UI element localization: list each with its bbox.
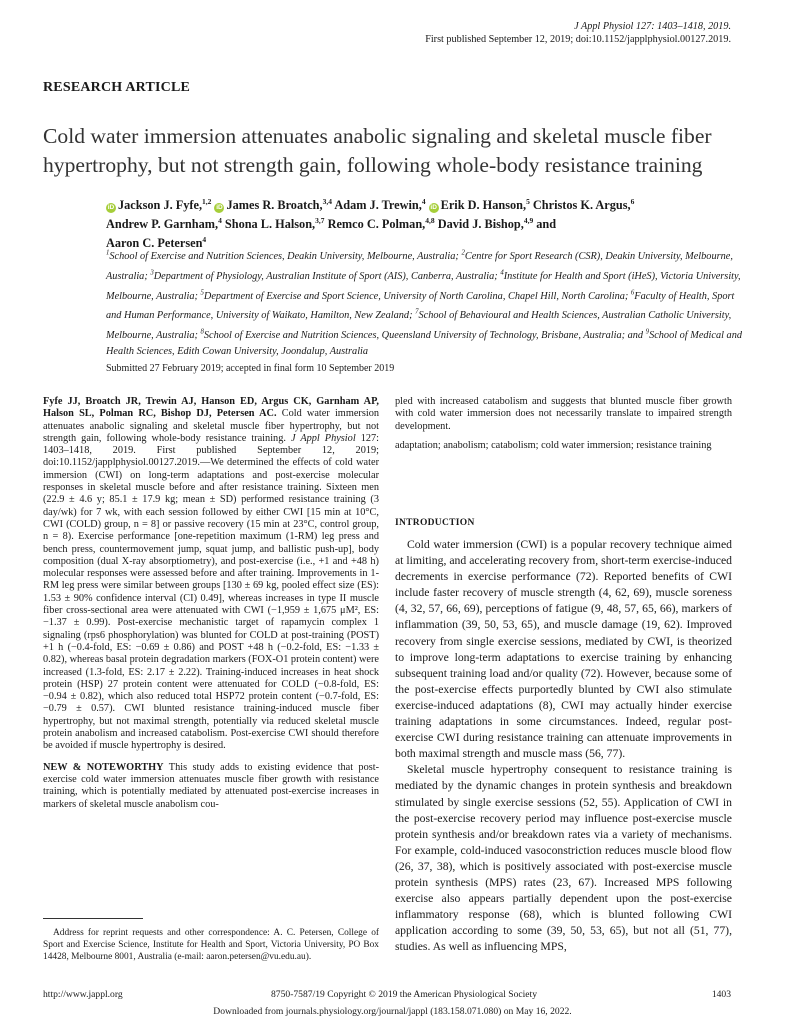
- affiliations: [106, 246, 746, 360]
- publication-line: First published September 12, 2019; doi:10.1152/japplphysiol.00127.2019.: [425, 33, 731, 45]
- affiliation-item: $^6$Faculty of Health, Sport and Human Performance, University of Waikato, Hamilton, New Zealand;: [106, 289, 735, 322]
- author-name: David J. Bishop,$^{4,9}$: [437, 216, 534, 232]
- affiliation-item: $^8$School of Exercise and Nutrition Sciences, Queensland University of Technology, Brisbane, Australia; and: [200, 328, 646, 341]
- journal-header: [425, 21, 731, 46]
- citation-authors: Fyfe JJ, Broatch JR, Trewin AJ, Hanson ED, Argus CK, Garnham AP, Halson SL, Polman RC, Bishop DJ, Petersen AC.: [43, 396, 379, 420]
- footnote-divider: [43, 918, 143, 919]
- author-name: iD James R. Broatch,$^{3,4}$: [216, 197, 332, 213]
- abstract-body: —We determined the effects of cold water immersion (CWI) on long-term adaptations and post-exercise molecular responses in skeletal muscle before and after resistance training. Sixteen men (22.9 ± 4.6 y; 85.1 ± 17.9 kg; mean ± SD) performed resistance training (3 day/wk) for 7 wk, with each session followed by either CWI [15 min at 10°C, CWI (COLD) group, n = 8] or passive recovery (15 min at 23°C, control group, n = 8). Exercise performance [one-repetition maximum (1-RM) leg press and bench press, countermovement jump, squat jump, and ballistic push-up], body composition (dual X-ray absorptiometry), and post-exercise (i.e., +1 and +48 h) molecular responses were assessed before and after training. Improvements in 1-RM leg press were similar between groups [130 ± 69 kg, pooled effect size (ES): 1.53 ± 90% confidence interval (CI) 0.49], whereas increases in type II muscle fiber cross-sectional area were attenuated with CWI (−1,959 ± 1,675 μM², ES: −1.37 ± 0.99). Post-exercise mechanistic target of rapamycin complex 1 signaling (rps6 phosphorylation) was blunted for COLD at post-training (POST) +1 h (−0.4-fold, ES: −0.69 ± 0.86) and POST +48 h (−0.2-fold, ES: −1.33 ± 0.82), whereas basal protein degradation markers (FOX-O1 protein content) were increased (1.3-fold, ES: 2.17 ± 2.22). Training-induced increases in heat shock protein (HSP) 27 protein content were attenuated for COLD (−0.8-fold, ES: −0.94 ± 0.82), which also reduced total HSP72 protein content (−0.7-fold, ES: −0.79 ± 0.57). CWI blunted resistance training-induced muscle fiber hypertrophy, but not maximal strength, potentially via reduced skeletal muscle protein anabolism and increased catabolism. Post-exercise CWI should therefore be avoided if muscle hypertrophy is desired.: [43, 457, 379, 752]
- download-notice: Downloaded from journals.physiology.org/journal/jappl (183.158.071.080) on May 16, 2022.: [213, 1006, 572, 1017]
- page-number: 1403: [711, 989, 731, 1000]
- introduction-heading: INTRODUCTION: [395, 518, 475, 528]
- citation-title: Cold water immersion attenuates anabolic signaling and skeletal muscle fiber hypertrophy, but not strength gain, following whole-body resistance training.: [43, 408, 379, 444]
- affiliation-item: $^7$School of Behavioural and Health Sciences, Australian Catholic University, Melbourne, Australia;: [106, 308, 732, 341]
- author-name: iD Jackson J. Fyfe,$^{1,2}$: [107, 197, 212, 213]
- intro-paragraph: Skeletal muscle hypertrophy consequent to resistance training is mediated by the dynamic changes in protein synthesis and breakdown stimulated by single exercise sessions (52, 55). Application of CWI in the post-exercise recovery period may influence post-exercise muscle protein synthesis and/or breakdown rates via a variety of mechanisms. For example, cold-induced vasoconstriction reduces muscle blood flow (26, 37, 38), which is positively associated with post-exercise muscle protein synthesis (MPS) rates (23, 67). Increased MPS following exercise also appears partially dependent upon the post-exercise inflammatory response (68), which is blunted following CWI application according to some (39, 50, 53, 65), but not all (51, 77), studies. As well as influencing MPS,: [395, 763, 732, 954]
- copyright-notice: 8750-7587/19 Copyright © 2019 the American Physiological Society: [271, 989, 538, 1000]
- author-name: Shona L. Halson,$^{3,7}$: [224, 216, 325, 232]
- citation-details: 127: 1403–1418, 2019. First published September 12, 2019; doi:10.1152/japplphysiol.00127.2019.: [43, 432, 380, 469]
- article-title: Cold water immersion attenuates anabolic signaling and skeletal muscle fiber hypertrophy, but not strength gain, following whole-body resistance training: [43, 124, 712, 177]
- author-name: and: [536, 217, 557, 232]
- affiliation-item: $^2$Centre for Sport Research (CSR), Deakin University, Melbourne, Australia;: [106, 250, 733, 283]
- introduction-body: [395, 537, 732, 955]
- intro-paragraph: Cold water immersion (CWI) is a popular recovery technique aimed at limiting, and accelerating recovery from, short-term exercise-induced decrements in exercise performance (72). Reported benefits of CWI include faster recovery of muscle strength (4, 62, 69), muscle soreness (4, 32, 57, 66, 69), perceptions of fatigue (9, 48, 57, 65, 66), markers of inflammation (39, 50, 53, 65), and muscle damage (19, 62). Improved recovery from single exercise sessions, mediated by CWI, is theorized to improve long-term adaptations to exercise training by enhancing subsequent training load and/or quality (72). However, because some of the post-exercise effects purportedly blunted by CWI also stimulate exercise-induced adaptations (8), CWI may actually hinder exercise training adaptations in some circumstances. Indeed, regular post-exercise CWI during resistance training can attenuate improvements in both maximal strength and muscle mass (56, 77).: [395, 538, 732, 761]
- noteworthy-label: NEW & NOTEWORTHY: [43, 761, 164, 773]
- journal-reference: J Appl Physiol 127: 1403–1418, 2019.: [574, 21, 731, 32]
- author-name: Aaron C. Petersen$^4$: [106, 235, 207, 251]
- citation-journal: J Appl Physiol: [290, 432, 356, 444]
- noteworthy-section: [43, 762, 379, 811]
- noteworthy-continuation: pled with increased catabolism and suggests that blunted muscle fiber growth with cold water immersion does not necessarily translate to impaired strength development.: [395, 396, 732, 432]
- submission-dates: Submitted 27 February 2019; accepted in final form 10 September 2019: [106, 363, 395, 374]
- correspondence-note: Address for reprint requests and other correspondence: A. C. Petersen, College of Sport and Exercise Science, Institute for Health and Sport, Victoria University, PO Box 14428, Melbourne 8001, Australia (e-mail: aaron.petersen@vu.edu.au).: [43, 928, 379, 963]
- author-name: Adam J. Trewin,$^4$: [334, 197, 426, 213]
- author-name: Remco C. Polman,$^{4,8}$: [327, 216, 435, 232]
- author-name: iD Erik D. Hanson,$^5$: [430, 197, 530, 213]
- keywords-block: [395, 440, 732, 452]
- affiliation-item: $^5$Department of Exercise and Sport Science, University of North Carolina, Chapel Hill, North Carolina;: [200, 289, 631, 302]
- left-column: [43, 396, 379, 811]
- abstract: [43, 396, 379, 753]
- journal-url-link[interactable]: http://www.jappl.org: [43, 989, 123, 1000]
- orcid-icon[interactable]: iD: [430, 204, 437, 212]
- affiliation-item: $^9$School of Medical and Health Sciences, Edith Cowan University, Joondalup, Australia: [106, 328, 743, 358]
- orcid-icon[interactable]: iD: [107, 204, 115, 212]
- author-name: Christos K. Argus,$^6$: [532, 197, 635, 213]
- orcid-icon[interactable]: iD: [216, 204, 223, 212]
- author-list: [106, 194, 746, 251]
- introduction: [395, 518, 732, 955]
- noteworthy-text: This study adds to existing evidence that post-exercise cold water immersion attenuates muscle fiber growth with resistance training, which is potentially mediated by attenuated post-exercise increases in markers of skeletal muscle anabolism cou-: [43, 761, 380, 810]
- affiliation-item: $^3$Department of Physiology, Australian Institute of Sport (AIS), Canberra, Australia;: [150, 269, 501, 283]
- keywords: adaptation; anabolism; catabolism; cold water immersion; resistance training: [395, 440, 712, 451]
- affiliation-item: $^1$School of Exercise and Nutrition Sciences, Deakin University, Melbourne, Australia;: [106, 250, 462, 263]
- author-name: Andrew P. Garnham,$^4$: [106, 216, 222, 232]
- affiliation-item: $^4$Institute for Health and Sport (iHeS), Victoria University, Melbourne, Australia;: [106, 269, 741, 302]
- article-type: RESEARCH ARTICLE: [43, 80, 191, 95]
